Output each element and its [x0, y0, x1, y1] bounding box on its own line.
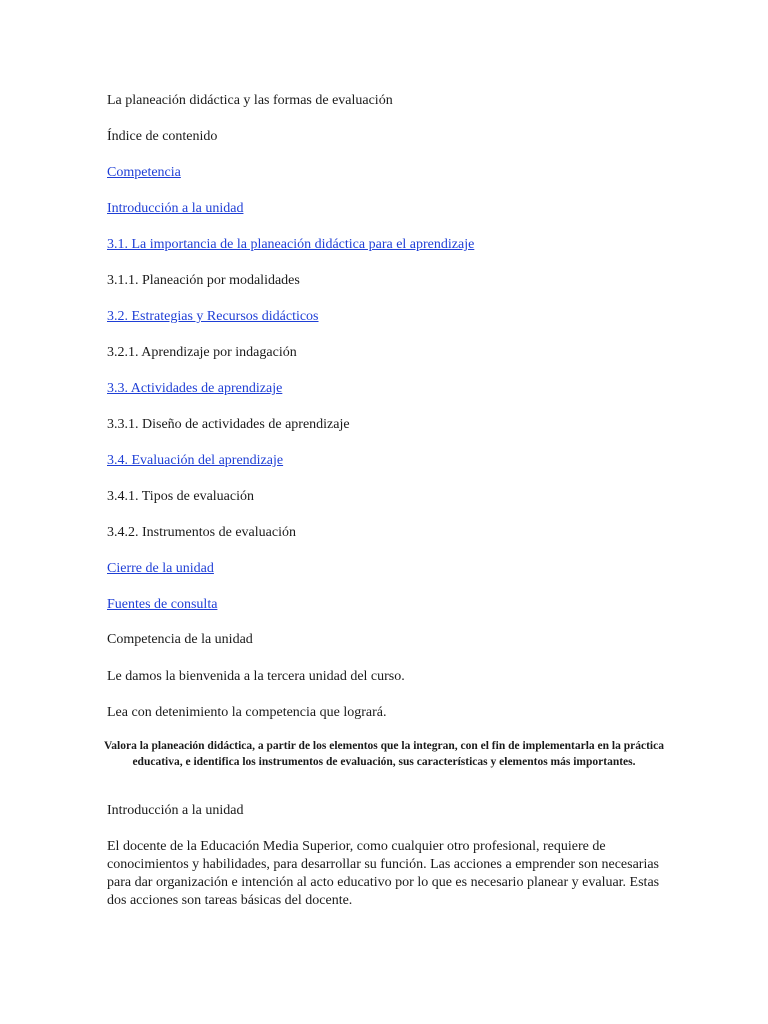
document-title: La planeación didáctica y las formas de evaluación	[107, 93, 393, 108]
toc-link-introduccion[interactable]: Introducción a la unidad	[107, 201, 244, 216]
toc-link-3-1[interactable]: 3.1. La importancia de la planeación didáctica para el aprendizaje	[107, 237, 475, 252]
instruction-text: Lea con detenimiento la competencia que logrará.	[107, 705, 387, 720]
toc-link-3-4[interactable]: 3.4. Evaluación del aprendizaje	[107, 453, 284, 468]
toc-item-3-1-1: 3.1.1. Planeación por modalidades	[107, 273, 300, 288]
competency-heading: Competencia de la unidad	[107, 632, 253, 647]
toc-item-3-3-1: 3.3.1. Diseño de actividades de aprendizaje	[107, 417, 350, 432]
welcome-text: Le damos la bienvenida a la tercera unidad del curso.	[107, 669, 405, 684]
intro-heading: Introducción a la unidad	[107, 803, 244, 818]
toc-link-cierre[interactable]: Cierre de la unidad	[107, 561, 214, 576]
toc-item-3-4-1: 3.4.1. Tipos de evaluación	[107, 489, 254, 504]
competency-statement: Valora la planeación didáctica, a partir de los elementos que la integran, con el fin de implementarla en la práctica educativa, e identifica los instrumentos de evaluación, sus características y elementos más importantes.	[104, 740, 664, 768]
index-heading: Índice de contenido	[107, 129, 218, 144]
toc-link-fuentes[interactable]: Fuentes de consulta	[107, 597, 218, 612]
toc-link-competencia[interactable]: Competencia	[107, 165, 181, 180]
toc-link-3-2[interactable]: 3.2. Estrategias y Recursos didácticos	[107, 309, 319, 324]
toc-link-3-3[interactable]: 3.3. Actividades de aprendizaje	[107, 381, 283, 396]
toc-item-3-4-2: 3.4.2. Instrumentos de evaluación	[107, 525, 296, 540]
toc-item-3-2-1: 3.2.1. Aprendizaje por indagación	[107, 345, 297, 360]
intro-paragraph: El docente de la Educación Media Superior, como cualquier otro profesional, requiere de conocimientos y habilidades, para desarrollar su función. Las acciones a emprender son necesarias para dar organización e intención al acto educativo por lo que es necesario planear y evaluar. Estas dos acciones son tareas básicas del docente.	[107, 839, 660, 908]
